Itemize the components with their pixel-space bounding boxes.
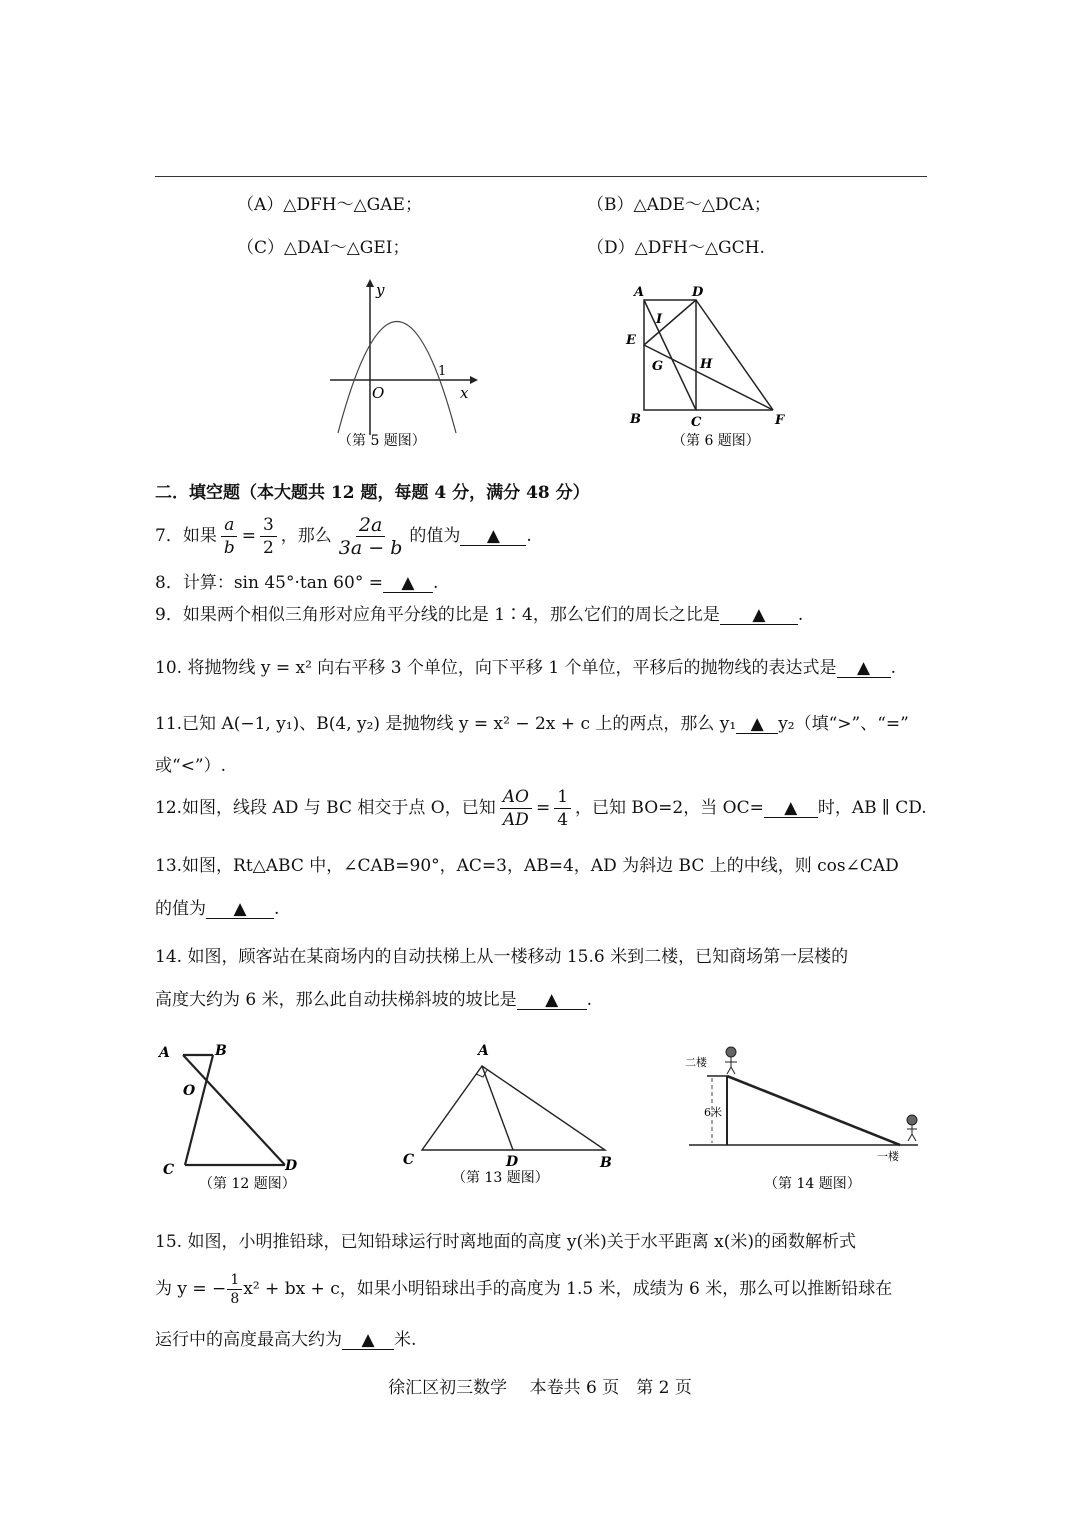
label-c: C [691,415,702,430]
label-x: x [460,384,469,402]
label-floor-1: 一楼 [877,1150,899,1163]
question-10 [155,654,896,682]
q12-fraction-ao-ad [500,786,532,831]
q14-line-2: 高度大约为 6 米，那么此自动扶梯斜坡的坡比是 [155,990,517,1010]
figure-6-rectangle [620,280,800,452]
q14-line-1: 14. 如图，顾客站在某商场内的自动扶梯上从一楼移动 15.6 米到二楼，已知商场第一层楼的 [155,947,849,967]
label-d: D [692,285,704,300]
q7-f3-num: 2a [356,514,385,537]
q13-answer-blank[interactable]: ▲ [206,900,274,919]
label-y: y [376,281,385,299]
label-d: D [285,1158,298,1174]
label-b: B [215,1043,227,1059]
label-a: A [634,285,645,300]
q12-answer-blank[interactable]: ▲ [764,799,818,818]
figure-12 [155,1040,315,1192]
q9-end: . [797,605,804,625]
q8-answer-blank[interactable]: ▲ [383,574,433,593]
label-a: A [478,1043,489,1059]
label-d: D [506,1154,519,1170]
q10-answer-blank[interactable]: ▲ [837,659,891,678]
q12-f1-den: AD [502,810,529,830]
q15-line-3: 运行中的高度最高大约为 [155,1330,342,1350]
figure-6-caption: （第 6 题图） [672,433,760,449]
label-one: 1 [438,364,447,379]
q7-end: . [526,526,532,546]
figure-5-caption: （第 5 题图） [338,433,426,449]
q15-unit: 米. [394,1330,417,1350]
q7-f1-den: b [223,538,235,558]
person-bottom-icon [907,1115,917,1141]
q12-suffix: 时，AB ∥ CD. [817,798,927,818]
label-h: H [700,357,713,372]
label-e: E [626,333,636,348]
label-a: A [159,1045,170,1061]
q10-end: . [890,658,896,678]
label-b: B [600,1155,612,1171]
q7-answer-blank[interactable]: ▲ [460,527,526,546]
q11-after: y₂（填“>”、“=” [778,714,909,734]
q12-f1-num: AO [500,786,532,809]
q7-prefix: 7．如果 [155,526,217,546]
q7-suffix: 的值为 [409,526,461,546]
question-13 [155,895,279,923]
q7-fraction-3-2 [260,514,277,559]
figure-5-parabola [320,275,480,450]
question-8 [155,569,438,597]
header-rule [155,176,927,177]
figure-14-escalator [682,1040,927,1195]
question-14 [155,986,592,1014]
option-a: （A）△DFH～△GAE； [237,195,422,215]
figure-14-caption: （第 14 题图） [764,1176,861,1192]
q7-fraction-a-b [221,514,238,559]
q9-text: 9．如果两个相似三角形对应角平分线的比是 1∶4，那么它们的周长之比是 [155,605,720,625]
label-i: I [656,312,663,327]
section-2-title: 二．填空题（本大题共 12 题，每题 4 分，满分 48 分） [155,483,590,503]
label-origin: O [372,384,385,402]
option-c: （C）△DAI～△GEI； [237,238,410,258]
q15-l2b: x² + bx + c，如果小明铅球出手的高度为 1.5 米，成绩为 6 米，那么可以推断铅球在 [243,1279,893,1299]
q10-text: 10. 将抛物线 y = x² 向右平移 3 个单位，向下平移 1 个单位，平移后的抛物线的表达式是 [155,658,837,678]
label-f: F [775,413,785,428]
label-o: O [183,1083,196,1099]
q15-answer-blank[interactable]: ▲ [342,1331,394,1350]
q7-mid: ，那么 [280,526,332,546]
q12-mid: ，已知 BO=2，当 OC= [575,798,764,818]
q15-line-1: 15. 如图，小明推铅球，已知铅球运行时离地面的高度 y(米)关于水平距离 x(米)的函数解析式 [155,1232,856,1252]
q7-fraction-expression [336,514,406,559]
page-footer: 徐汇区初三数学 本卷共 6 页 第 2 页 [388,1378,692,1398]
q13-line-1: 13.如图，Rt△ABC 中，∠CAB=90°，AC=3，AB=4，AD 为斜边 BC 上的中线，则 cos∠CAD [155,856,899,876]
label-c: C [163,1162,175,1178]
label-b: B [630,412,641,427]
q14-answer-blank[interactable]: ▲ [517,991,587,1010]
q7-f3-den: 3a − b [338,537,403,559]
q14-end: . [586,990,593,1010]
segment-ac [644,300,696,410]
q8-text: 8．计算：sin 45°·tan 60° = [155,573,383,593]
q7-f1-num: a [221,514,237,537]
escalator-slope [727,1076,900,1145]
q11-answer-blank[interactable]: ▲ [736,715,778,734]
q15-f-den: 8 [230,1291,240,1307]
figure-13-caption: （第 13 题图） [452,1170,549,1186]
q11-text: 11.已知 A(−1, y₁)、B(4, y₂) 是抛物线 y = x² − 2x + c 上的两点，那么 y₁ [155,714,737,734]
q15-line-2 [155,1261,892,1317]
figure-12-caption: （第 12 题图） [199,1176,296,1192]
q15-l2a: 为 y = − [155,1279,227,1299]
median-ad [482,1066,513,1150]
y-axis-arrow [366,279,374,287]
question-15 [155,1326,416,1354]
q12-equals: = [535,798,551,818]
label-g: G [652,359,664,374]
q15-fraction-1-8 [227,1271,242,1308]
label-height: 6米 [704,1106,722,1119]
q7-f2-den: 2 [262,538,274,558]
figure-13 [400,1040,625,1190]
segment-ef [644,345,773,410]
question-11 [155,710,909,738]
q13-end: . [274,899,280,919]
option-b: （B）△ADE～△DCA； [587,195,771,215]
q13-line-2: 的值为 [155,899,206,919]
x-axis-arrow [470,376,478,384]
q7-equals: = [241,526,256,546]
option-d: （D）△DFH～△GCH. [587,238,765,258]
person-top-icon [725,1047,737,1074]
q12-f2-num: 1 [554,786,571,809]
q8-end: . [432,573,439,593]
segment-df [696,300,773,410]
q9-answer-blank[interactable]: ▲ [720,606,798,625]
q7-f2-num: 3 [260,514,277,537]
q12-fraction-1-4 [554,786,571,831]
segment-ed [644,300,696,345]
label-c: C [403,1152,415,1168]
question-12 [155,780,927,836]
question-7 [155,508,532,564]
label-floor-2: 二楼 [685,1056,707,1069]
triangle-abc [422,1066,605,1150]
question-9 [155,601,803,629]
q12-f2-den: 4 [557,810,569,830]
q12-prefix: 12.如图，线段 AD 与 BC 相交于点 O，已知 [155,798,496,818]
q15-f-num: 1 [227,1271,242,1290]
q11-line-2: 或“<”）. [155,756,227,776]
